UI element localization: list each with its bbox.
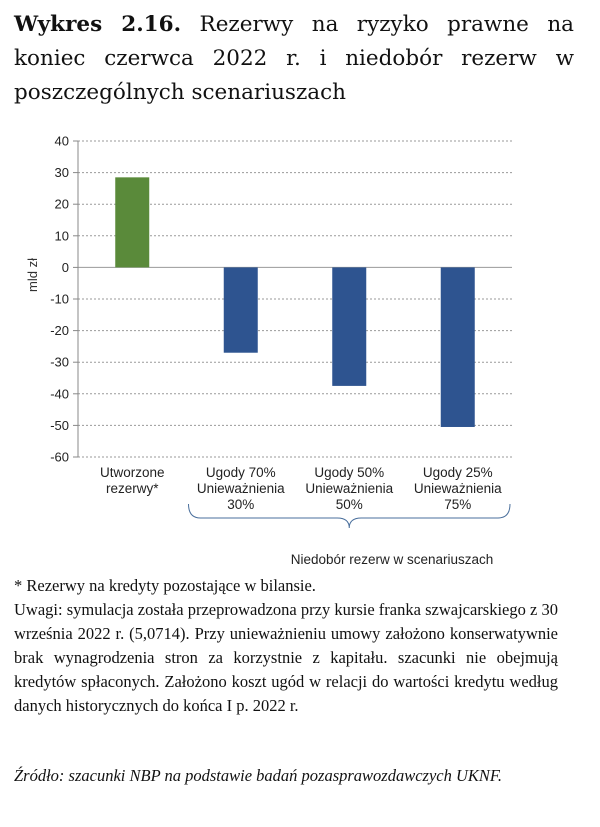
chart-bars	[115, 177, 475, 427]
x-category-label: Ugody 70%	[205, 465, 276, 480]
figure-label: Wykres 2.16.	[14, 12, 182, 37]
x-category-label: Ugody 25%	[422, 465, 493, 480]
bracket-label: Niedobór rezerw w scenariuszach	[290, 552, 494, 567]
y-tick-label: -20	[50, 323, 69, 339]
y-tick-label: 40	[54, 133, 69, 149]
x-axis-category-labels	[100, 465, 502, 512]
footnote: * Rezerwy na kredyty pozostające w bilansie.	[14, 576, 316, 595]
y-tick-label: -30	[50, 354, 69, 370]
y-tick-label: 20	[54, 196, 69, 212]
y-tick-label: -60	[50, 449, 69, 465]
y-tick-label: 0	[61, 259, 69, 275]
x-category-label: Utworzone	[99, 465, 165, 480]
bar	[224, 267, 258, 352]
y-axis-label: mld zł	[25, 258, 40, 292]
bar	[332, 267, 366, 386]
x-category-label: Unieważnienia	[196, 481, 285, 496]
figure-notes	[14, 574, 558, 718]
y-tick-label: 30	[54, 165, 69, 181]
x-category-label: Unieważnienia	[305, 481, 394, 496]
x-category-label: Unieważnienia	[413, 481, 502, 496]
y-tick-label: -50	[50, 417, 69, 433]
x-category-label: 50%	[335, 497, 363, 512]
figure-title	[14, 8, 574, 110]
x-category-label: 30%	[227, 497, 255, 512]
y-tick-label: -40	[50, 386, 69, 402]
y-tick-label: -10	[50, 291, 69, 307]
y-tick-label: 10	[54, 228, 69, 244]
x-category-label: Ugody 50%	[314, 465, 385, 480]
x-category-label: rezerwy*	[105, 481, 159, 496]
bar-chart	[0, 130, 600, 570]
bar	[115, 177, 149, 267]
y-axis-tick-labels	[50, 134, 69, 465]
bar	[441, 267, 475, 427]
figure-source: Źródło: szacunki NBP na podstawie badań pozasprawozdawczych UKNF.	[14, 766, 502, 785]
figure-title-text: Rezerwy na ryzyko prawne na koniec czerwca 2022 r. i niedobór rezerw w poszczególnych scenariuszach	[14, 12, 574, 105]
x-category-label: 75%	[444, 497, 472, 512]
remark: Uwagi: symulacja została przeprowadzona przy kursie franka szwajcarskiego z 30 września 2022 r. (5,0714). Przy unieważnieniu umowy założono konserwatywnie brak wynagrodzenia stron za korzystnie z kapitału. szacunki nie obejmują kredytów spłaconych. Założono koszt ugód w relacji do wartości kredytu według danych historycznych do końca I p. 2022 r.	[14, 600, 558, 715]
